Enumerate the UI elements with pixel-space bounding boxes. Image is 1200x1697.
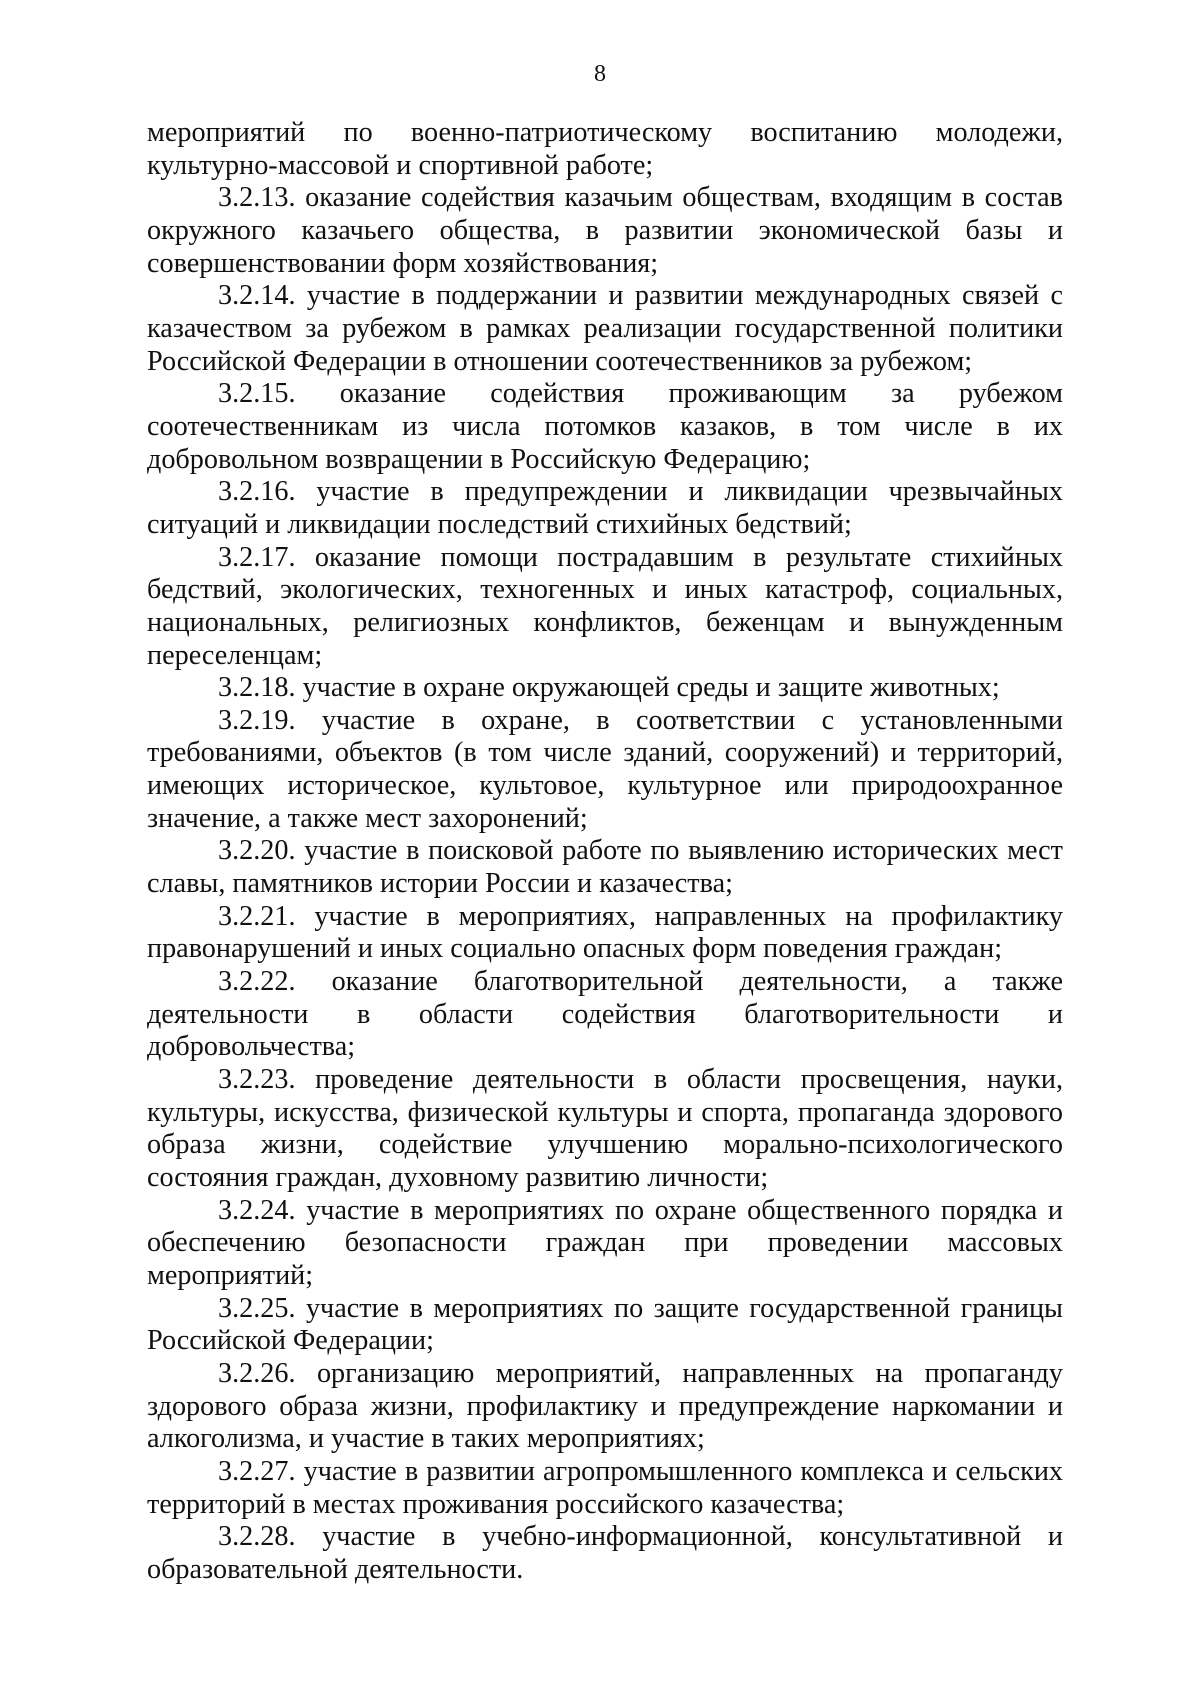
paragraph-3-2-16: 3.2.16. участие в предупреждении и ликвидации чрезвычайных ситуаций и ликвидации последствий стихийных бедствий; <box>147 476 1063 540</box>
paragraph-3-2-23: 3.2.23. проведение деятельности в области просвещения, науки, культуры, искусства, физической культуры и спорта, пропаганда здорового образа жизни, содействие улучшению морально-психологического состояния граждан, духовному развитию личности; <box>147 1064 1063 1193</box>
paragraph-3-2-14: 3.2.14. участие в поддержании и развитии международных связей с казачеством за рубежом в рамках реализации государственной политики Российской Федерации в отношении соотечественников за рубежом; <box>147 280 1063 377</box>
paragraph-3-2-20: 3.2.20. участие в поисковой работе по выявлению исторических мест славы, памятников истории России и казачества; <box>147 835 1063 900</box>
paragraph-3-2-25: 3.2.25. участие в мероприятиях по защите государственной границы Российской Федерации; <box>147 1292 1063 1357</box>
page-number: 8 <box>594 61 606 87</box>
paragraph-3-2-13: 3.2.13. оказание содействия казачьим обществам, входящим в состав окружного казачьего общества, в развитии экономической базы и совершенствовании форм хозяйствования; <box>147 182 1063 279</box>
document-body <box>147 117 1063 1587</box>
paragraph-3-2-27: 3.2.27. участие в развитии агропромышленного комплекса и сельских территорий в местах проживания российского казачества; <box>147 1455 1063 1520</box>
paragraph-3-2-15: 3.2.15. оказание содействия проживающим за рубежом соотечественникам из числа потомков казаков, в том числе в их добровольном возвращении в Российскую Федерацию; <box>147 378 1063 475</box>
paragraph-3-2-22: 3.2.22. оказание благотворительной деятельности, а также деятельности в области содействия благотворительности и добровольчества; <box>147 966 1063 1063</box>
paragraph-3-2-24: 3.2.24. участие в мероприятиях по охране общественного порядка и обеспечению безопасности граждан при проведении массовых мероприятий; <box>147 1194 1063 1291</box>
paragraph-3-2-26: 3.2.26. организацию мероприятий, направленных на пропаганду здорового образа жизни, профилактику и предупреждение наркомании и алкоголизма, и участие в таких мероприятиях; <box>147 1357 1063 1455</box>
paragraph-3-2-21: 3.2.21. участие в мероприятиях, направленных на профилактику правонарушений и иных социально опасных форм поведения граждан; <box>147 900 1063 965</box>
paragraph-3-2-19: 3.2.19. участие в охране, в соответствии с установленными требованиями, объектов (в том числе зданий, сооружений) и территорий, имеющих историческое, культовое, культурное или природоохранное значение, а также мест захоронений; <box>147 704 1063 834</box>
paragraph-3-2-28: 3.2.28. участие в учебно-информационной, консультативной и образовательной деятельности. <box>147 1521 1063 1585</box>
paragraph-continuation: мероприятий по военно-патриотическому воспитанию молодежи, культурно-массовой и спортивной работе; <box>147 117 1063 181</box>
paragraph-3-2-17: 3.2.17. оказание помощи пострадавшим в результате стихийных бедствий, экологических, техногенных и иных катастроф, социальных, национальных, религиозных конфликтов, беженцам и вынужденным переселенцам; <box>147 541 1063 671</box>
paragraph-3-2-18: 3.2.18. участие в охране окружающей среды и защите животных; <box>218 672 1000 704</box>
